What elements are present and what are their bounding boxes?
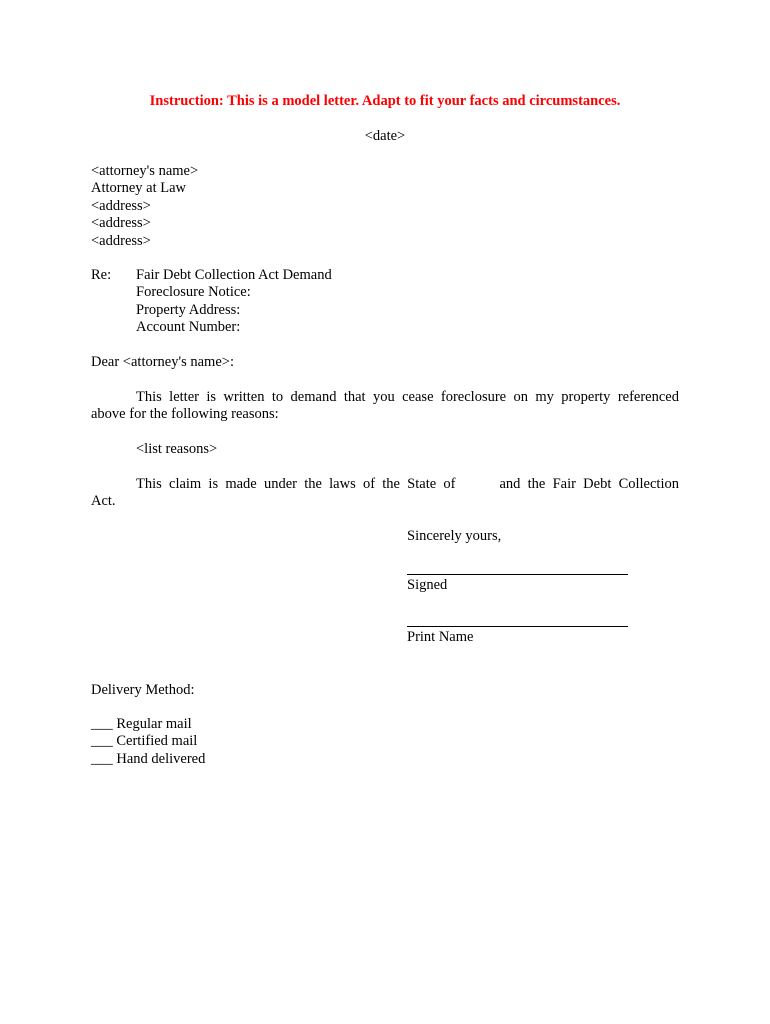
signed-label: Signed: [407, 577, 448, 593]
re-account-number: Account Number:: [136, 319, 241, 336]
delivery-options: [91, 716, 205, 768]
delivery-method-title: Delivery Method:: [91, 682, 195, 698]
recipient-title: Attorney at Law: [91, 180, 187, 197]
recipient-address-line: <address>: [91, 197, 151, 214]
claim-line-end: Act.: [91, 493, 116, 509]
claim-line: [91, 476, 679, 493]
body-paragraph-line: [91, 389, 679, 406]
date-placeholder: <date>: [364, 128, 406, 144]
claim-text-end: and the Fair Debt Collection: [499, 476, 679, 492]
delivery-option-certified-mail: ___ Certified mail: [91, 733, 198, 750]
delivery-option-regular-mail: ___ Regular mail: [91, 716, 192, 732]
re-subject-line: Fair Debt Collection Act Demand: [136, 267, 332, 283]
instruction-note: Instruction: This is a model letter. Adapt to fit your facts and circumstances.: [149, 93, 621, 109]
body-paragraph-text: This letter is written to demand that you cease foreclosure on my property referenced: [136, 389, 679, 405]
signature-line: [407, 574, 628, 575]
print-name-line: [407, 626, 628, 627]
reasons-placeholder: <list reasons>: [136, 441, 218, 457]
re-foreclosure-notice: Foreclosure Notice:: [136, 284, 251, 301]
recipient-address-line: <address>: [91, 232, 151, 249]
delivery-option-hand-delivered: ___ Hand delivered: [91, 750, 206, 767]
recipient-name: <attorney's name>: [91, 163, 199, 179]
body-paragraph-line: above for the following reasons:: [91, 406, 279, 422]
closing-text: Sincerely yours,: [407, 528, 502, 544]
print-name-label: Print Name: [407, 629, 474, 645]
recipient-address-block: [91, 163, 198, 250]
re-property-address: Property Address:: [136, 301, 241, 318]
re-subject-block: [136, 267, 332, 337]
recipient-address-line: <address>: [91, 215, 151, 232]
salutation: Dear <attorney's name>:: [91, 354, 234, 370]
re-label: Re:: [91, 267, 112, 283]
claim-text-start: This claim is made under the laws of the State of: [136, 476, 456, 492]
